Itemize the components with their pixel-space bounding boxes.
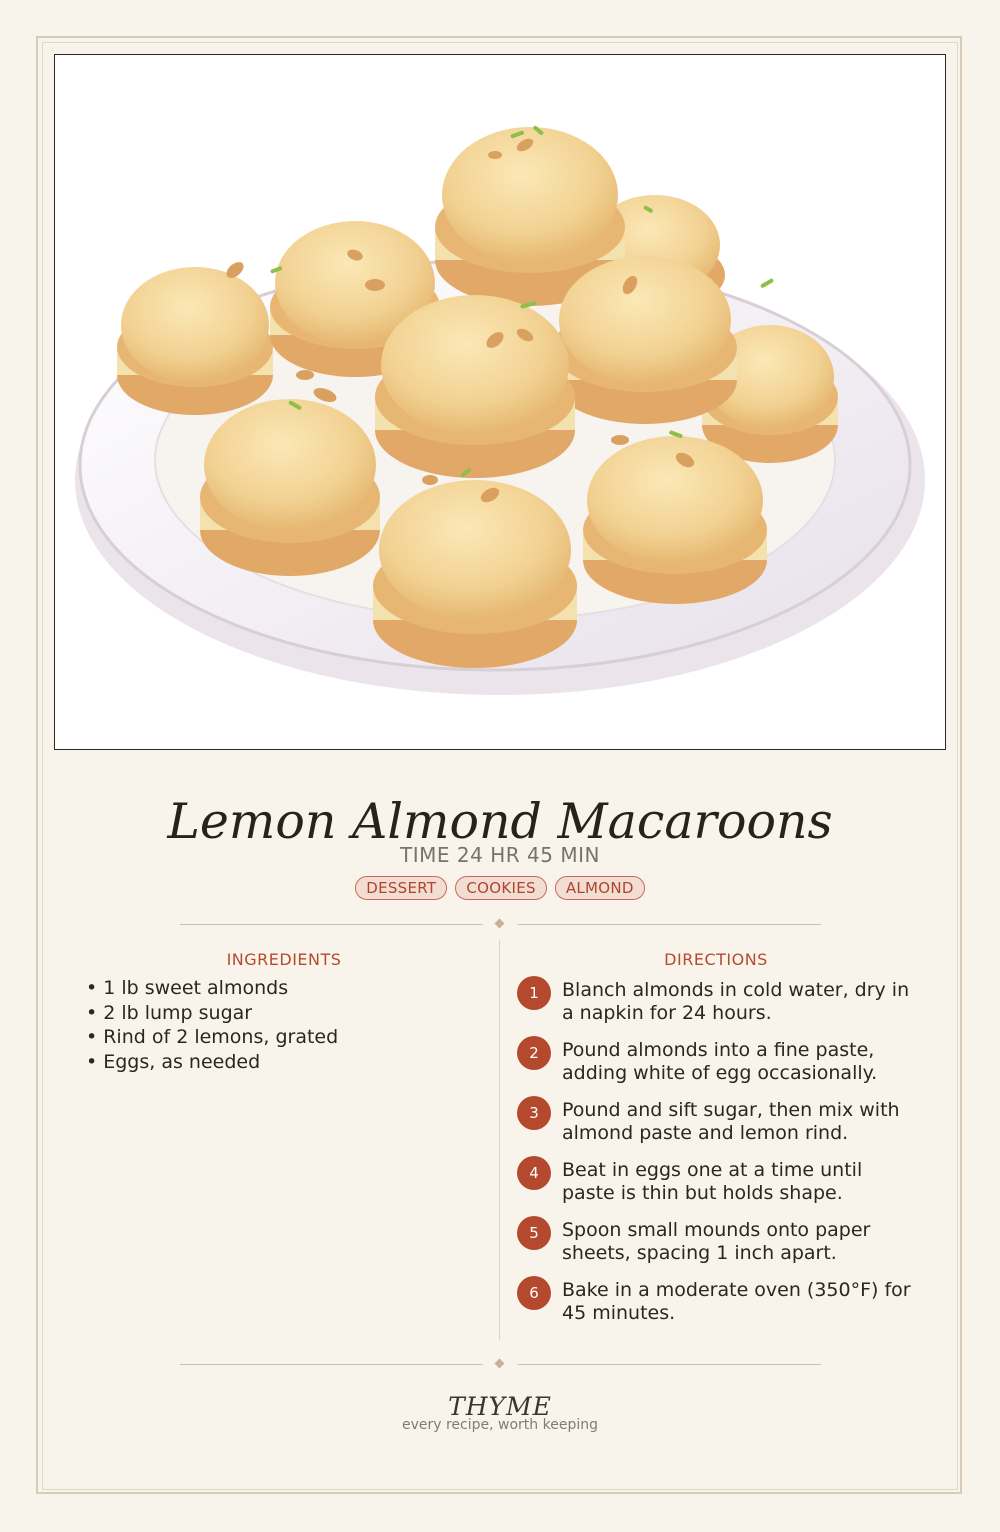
step-number-badge: 4 — [517, 1156, 551, 1190]
ingredients-list — [86, 976, 466, 1074]
direction-step — [517, 1096, 917, 1156]
recipe-time: TIME 24 HR 45 MIN — [400, 843, 600, 867]
list-item: • 1 lb sweet almonds — [86, 977, 289, 999]
directions-list — [517, 976, 917, 1336]
step-text: Blanch almonds in cold water, dry in a napkin for 24 hours. — [562, 979, 910, 1024]
tag-list — [0, 876, 1000, 900]
step-number-badge: 5 — [517, 1216, 551, 1250]
brand-tagline: every recipe, worth keeping — [401, 1417, 598, 1433]
tag-cookies[interactable]: COOKIES — [455, 876, 546, 900]
column-divider — [499, 940, 500, 1340]
step-text: Bake in a moderate oven (350°F) for 45 minutes. — [562, 1279, 911, 1324]
direction-step — [517, 1036, 917, 1096]
list-item: • Eggs, as needed — [86, 1050, 261, 1073]
direction-step — [517, 1156, 917, 1216]
direction-step — [517, 1216, 917, 1276]
step-number-badge: 3 — [517, 1096, 551, 1130]
direction-step — [517, 976, 917, 1036]
divider-bottom-left — [180, 1364, 483, 1365]
step-number-badge: 1 — [517, 976, 551, 1010]
divider-top-right — [518, 924, 821, 925]
step-number-badge: 6 — [517, 1276, 551, 1310]
ingredients-heading: INGREDIENTS — [226, 950, 342, 969]
directions-heading: DIRECTIONS — [664, 950, 768, 969]
divider-bottom-right — [518, 1364, 821, 1365]
list-item: • 2 lb lump sugar — [86, 1001, 253, 1024]
tag-dessert[interactable]: DESSERT — [355, 876, 447, 900]
brand-logo: THYME — [448, 1392, 552, 1421]
recipe-title: Lemon Almond Macaroons — [167, 793, 833, 850]
direction-step — [517, 1276, 917, 1336]
step-text: Pound almonds into a fine paste, adding white of egg occasionally. — [562, 1039, 878, 1084]
list-item: • Rind of 2 lemons, grated — [86, 1026, 339, 1048]
step-text: Beat in eggs one at a time until paste is thin but holds shape. — [562, 1159, 863, 1204]
divider-top-left — [180, 924, 483, 925]
step-text: Spoon small mounds onto paper sheets, spacing 1 inch apart. — [562, 1219, 871, 1264]
step-number-badge: 2 — [517, 1036, 551, 1070]
step-text: Pound and sift sugar, then mix with almond paste and lemon rind. — [562, 1099, 900, 1144]
recipe-photo — [54, 54, 946, 750]
tag-almond[interactable]: ALMOND — [555, 876, 645, 900]
